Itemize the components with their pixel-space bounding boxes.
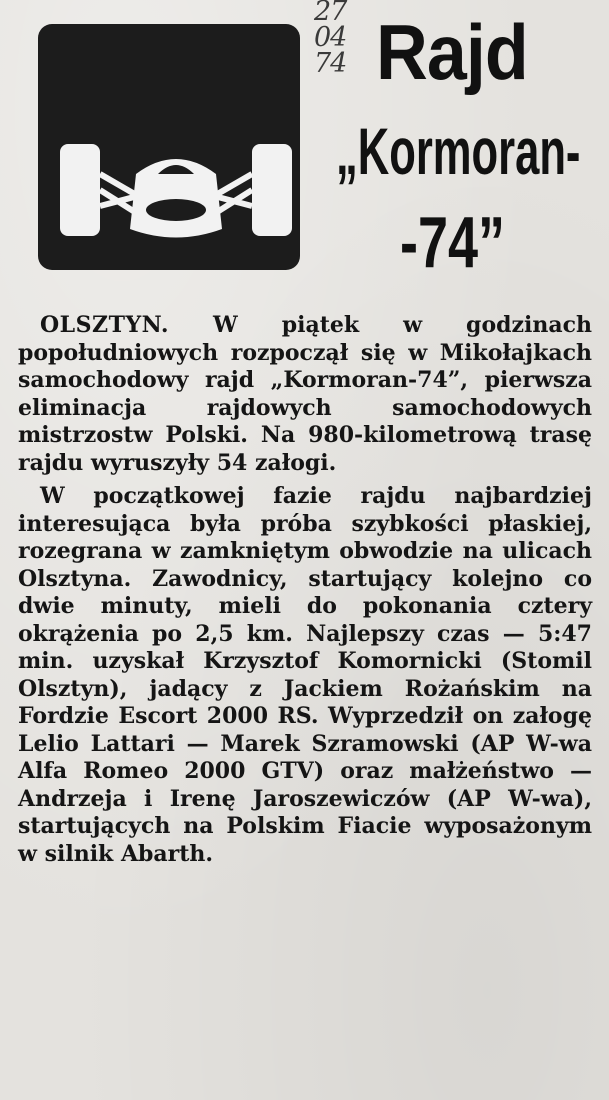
article-paragraph-1-text: W piątek w godzinach popołudniowych rozpoczął się w Mikołajkach samochodowy rajd „Kormoran-74”, pierwsza eliminacja rajdowych samochodowych mistrzostw Polski. Na 980-kilometrową trasę rajdu wyruszyły 54 załogi. <box>18 312 592 476</box>
race-car-icon <box>38 24 300 270</box>
rally-logo <box>38 24 300 270</box>
headline-line-3: -74” <box>400 203 506 283</box>
handwritten-month: 04 <box>314 22 347 53</box>
article-body <box>18 312 592 868</box>
handwritten-date <box>314 0 346 78</box>
handwritten-day: 27 <box>314 0 347 27</box>
headline-line-1: Rajd <box>376 8 528 96</box>
article-dateline: OLSZTYN. <box>40 312 170 338</box>
handwritten-year: 74 <box>314 48 347 79</box>
article-paragraph-1 <box>18 312 592 477</box>
headline-line-2: „Kormoran- <box>336 114 581 188</box>
article-paragraph-2: W początkowej fazie rajdu najbardziej interesująca była próba szybkości płaskiej, rozegrana w zamkniętym obwodzie na ulicach Olsztyna. Zawodnicy, startujący kolejno co dwie minuty, mieli do pokonania cztery okrążenia po 2,5 km. Najlepszy czas — 5:47 min. uzyskał Krzysztof Komornicki (Stomil Olsztyn), jadący z Jackiem Rożańskim na Fordzie Escort 2000 RS. Wyprzedził on załogę Lelio Lattari — Marek Szramowski (AP W-wa Alfa Romeo 2000 GTV) oraz małżeństwo — Andrzeja i Irenę Jaroszewiczów (AP W-wa), startujących na Polskim Fiacie wyposażonym w silnik Abarth. <box>18 483 592 867</box>
